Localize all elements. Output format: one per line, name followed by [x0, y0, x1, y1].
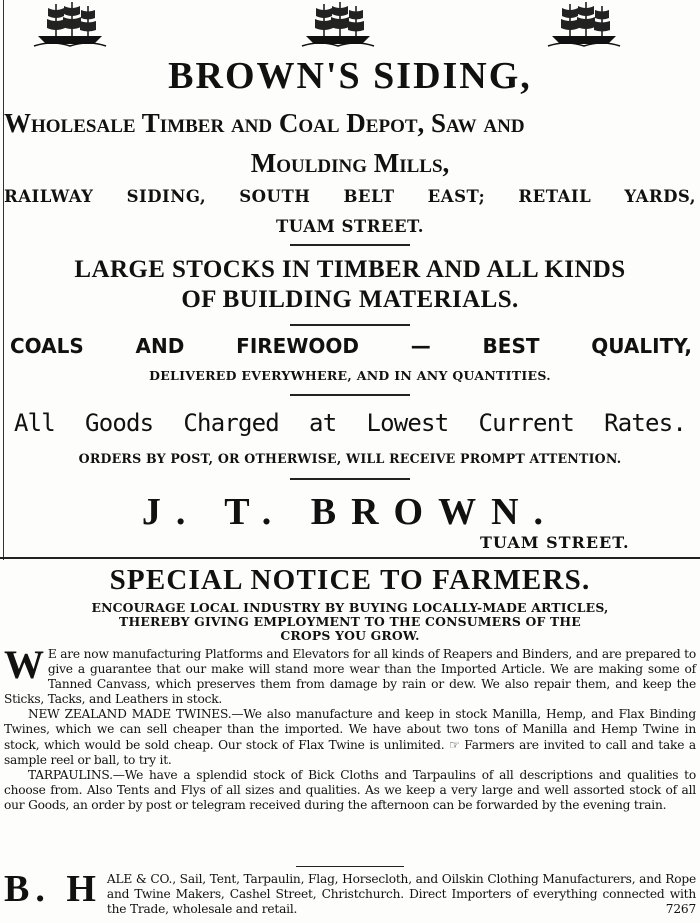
ship-icon	[300, 0, 376, 48]
ship-icon	[32, 0, 108, 48]
notice-intro-line2: THEREBY GIVING EMPLOYMENT TO THE CONSUMERS OF THE	[119, 614, 581, 629]
divider-rule	[290, 244, 410, 246]
notice-paragraph-twines: NEW ZEALAND MADE TWINES.—We also manufacture and keep in stock Manilla, Hemp, and Flax Binding Twines, which we can sell cheaper than the imported. We have about two tons of Manilla and Hemp Twine in stock, which would be sold cheap. Our stock of Flax Twine is unlimited.	[4, 707, 696, 752]
notice-intro-line1: ENCOURAGE LOCAL INDUSTRY BY BUYING LOCALLY-MADE ARTICLES,	[91, 600, 609, 615]
notice-title: SPECIAL NOTICE TO FARMERS.	[109, 564, 591, 596]
divider-rule	[290, 478, 410, 480]
notice-intro	[4, 601, 696, 643]
ad-location-line2: TUAM STREET.	[276, 217, 424, 236]
ad-brand-heading: BROWN'S SIDING,	[168, 55, 532, 97]
notice-paragraph-tarpaulins: TARPAULINS.—We have a splendid stock of Bick Cloths and Tarpaulins of all descriptions and qualities to choose from. Also Tents and Flys of all sizes and qualities. As we keep a very large and well assorted stock of all our Goods, an order by post or telegram received during the afternoon can be forwarded by the evening train.	[4, 767, 696, 812]
ad-delivered-line: DELIVERED EVERYWHERE, AND IN ANY QUANTITIES.	[149, 368, 551, 383]
ad-subtitle-line1: Wholesale Timber and Coal Depot, Saw and	[4, 108, 525, 138]
notice-body	[4, 642, 696, 813]
pointing-hand-icon: ☞	[449, 737, 460, 752]
ad-subtitle-line2: Moulding Mills,	[250, 148, 450, 178]
notice-paragraph-platforms: E are now manufacturing Platforms and Elevators for all kinds of Reapers and Binders, and are prepared to give a guarantee that our make will stand more wear than the Imported Article. We are making some of Tanned Canvass, which preserves them from damage by rain or dew. We also repair them, and keep the Sticks, Tacks, and Leathers in stock.	[4, 647, 696, 707]
ad-proprietor-name: J. T. BROWN.	[141, 491, 559, 533]
divider-rule	[290, 324, 410, 326]
ad-reference-number: 7267	[665, 902, 696, 917]
ad-coals-line: COALS AND FIREWOOD — BEST QUALITY,	[10, 334, 692, 358]
ad-proprietor-address: TUAM STREET.	[480, 533, 630, 552]
ship-icon	[546, 0, 622, 48]
notice-signature-text: ALE & CO., Sail, Tent, Tarpaulin, Flag, Horsecloth, and Oilskin Clothing Manufacturers, and Rope and Twine Makers, Cashel Street, Christchurch. Direct Importers of everything connected with the Trade, wholesale and retail.	[106, 872, 696, 917]
notice-intro-line3: CROPS YOU GROW.	[280, 628, 420, 643]
ad-separator	[0, 557, 700, 559]
divider-rule	[296, 866, 404, 867]
ship-illustrations	[0, 0, 700, 50]
ad-orders-line: ORDERS BY POST, OR OTHERWISE, WILL RECEIVE PROMPT ATTENTION.	[78, 451, 622, 466]
dropcap-w: W	[4, 642, 44, 687]
ad-stocks-line2: OF BUILDING MATERIALS.	[181, 286, 519, 313]
notice-paragraph-twines-tail: Farmers are invited to call and take a sample reel or ball, to try it.	[4, 737, 696, 767]
notice-signature	[4, 868, 696, 917]
ad-location-line1: RAILWAY SIDING, SOUTH BELT EAST; RETAIL YARDS,	[4, 187, 696, 206]
dropcap-bh: B. H	[4, 868, 102, 910]
ad-stocks-line1: LARGE STOCKS IN TIMBER AND ALL KINDS	[74, 256, 626, 283]
ad-charged-line: All Goods Charged at Lowest Current Rates.	[14, 409, 686, 437]
divider-rule	[290, 394, 410, 396]
